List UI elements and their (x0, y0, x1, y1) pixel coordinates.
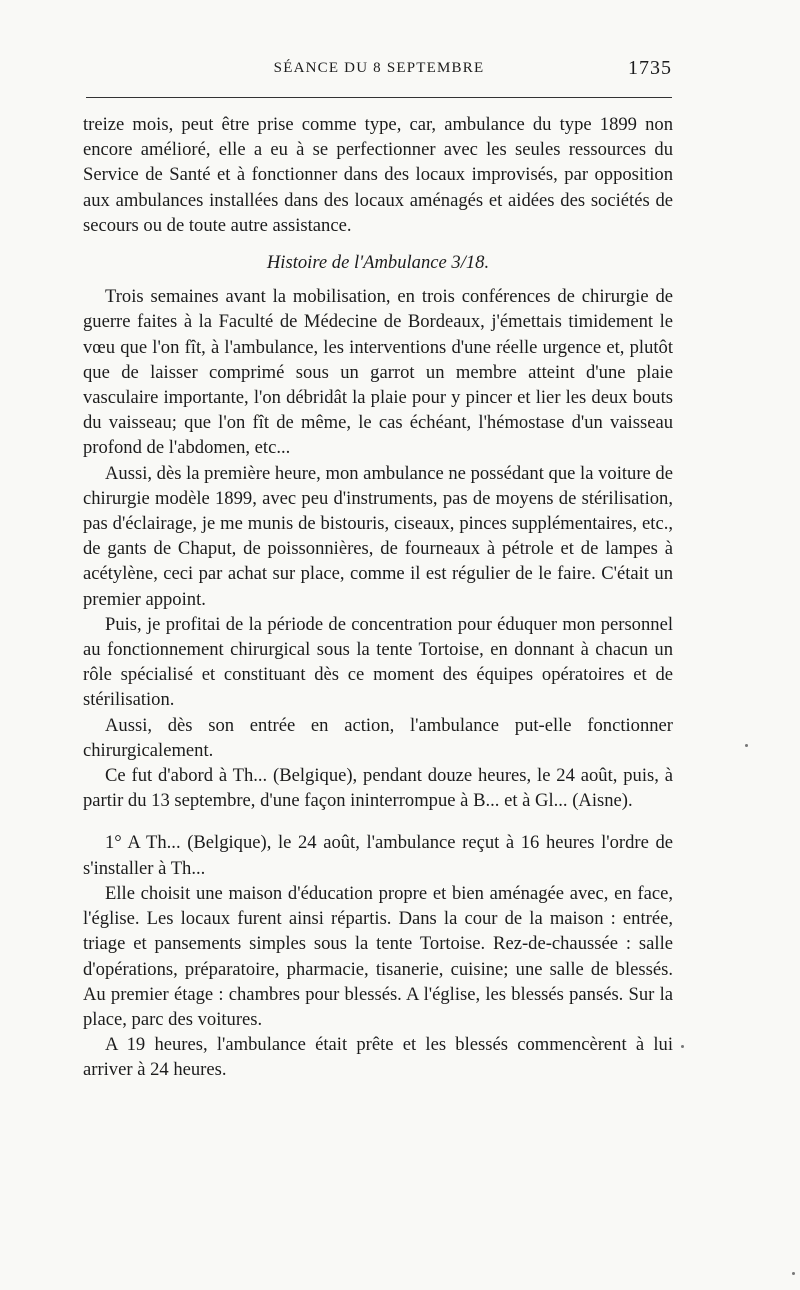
paragraph-7: 1° A Th... (Belgique), le 24 août, l'ambulance reçut à 16 heures l'ordre de s'installer à Th... (83, 832, 673, 879)
paragraph-4: Puis, je profitai de la période de concentration pour éduquer mon personnel au fonctionnement chirurgical sous la tente Tortoise, en donnant à chacun un rôle spécialisé et constituant dès ce moment des équipes opératoires et de stérilisation. (83, 613, 673, 711)
paragraph-1: treize mois, peut être prise comme type, car, ambulance du type 1899 non encore amélioré, elle a eu à se perfectionner avec les seules ressources du Service de Santé et à fonctionner dans des locaux improvisés, par opposition aux ambulances installées dans des locaux aménagés et aidées des sociétés de secours ou de toute autre assistance. (83, 114, 673, 236)
page-number: 1735 (628, 57, 672, 79)
section-heading: Histoire de l'Ambulance 3/18. (266, 252, 490, 274)
running-header (86, 56, 672, 86)
paragraph-8: Elle choisit une maison d'éducation propre et bien aménagée avec, en face, l'église. Les locaux furent ainsi répartis. Dans la cour de la maison : entrée, triage et pansements simples sous la tente Tortoise. Rez-de-chaussée : salle d'opérations, préparatoire, pharmacie, tisanerie, cuisine; une salle de blessés. Au premier étage : chambres pour blessés. A l'église, les blessés pansés. Sur la place, parc des voitures. (83, 882, 673, 1030)
paragraph-9: A 19 heures, l'ambulance était prête et les blessés commencèrent à lui arriver à 24 heures. (83, 1034, 673, 1081)
paragraph-6: Ce fut d'abord à Th... (Belgique), pendant douze heures, le 24 août, puis, à partir du 13 septembre, d'une façon ininterrompue à B... et à Gl... (Aisne). (83, 765, 673, 812)
paragraph-2: Trois semaines avant la mobilisation, en trois conférences de chirurgie de guerre faites à la Faculté de Médecine de Bordeaux, j'émettais timidement le vœu que l'on fît, à l'ambulance, les interventions d'une réelle urgence et, plutôt que de laisser comprimé sous un garrot un membre atteint d'une plaie vasculaire importante, l'on débridât la plaie pour y pincer et lier les deux bouts du vaisseau; que l'on fît de même, le cas échéant, l'hémostase d'un vaisseau profond de l'abdomen, etc... (83, 286, 673, 459)
running-title: SÉANCE DU 8 SEPTEMBRE (273, 60, 485, 76)
paper-speck (792, 1272, 795, 1275)
paragraph-3: Aussi, dès la première heure, mon ambulance ne possédant que la voiture de chirurgie modèle 1899, avec peu d'instruments, pas de moyens de stérilisation, pas d'éclairage, je me munis de bistouris, ciseaux, pinces supplémentaires, etc., de gants de Chaput, de poissonnières, de fourneaux à pétrole et de lampes à acétylène, ceci par achat sur place, comme il est régulier de le faire. C'était un premier appoint. (83, 462, 673, 610)
paragraph-5: Aussi, dès son entrée en action, l'ambulance put-elle fonctionner chirurgicalement. (83, 714, 673, 761)
paper-speck (681, 1045, 684, 1048)
body-text (83, 112, 673, 1083)
header-rule (86, 97, 672, 98)
paper-speck (745, 744, 748, 747)
